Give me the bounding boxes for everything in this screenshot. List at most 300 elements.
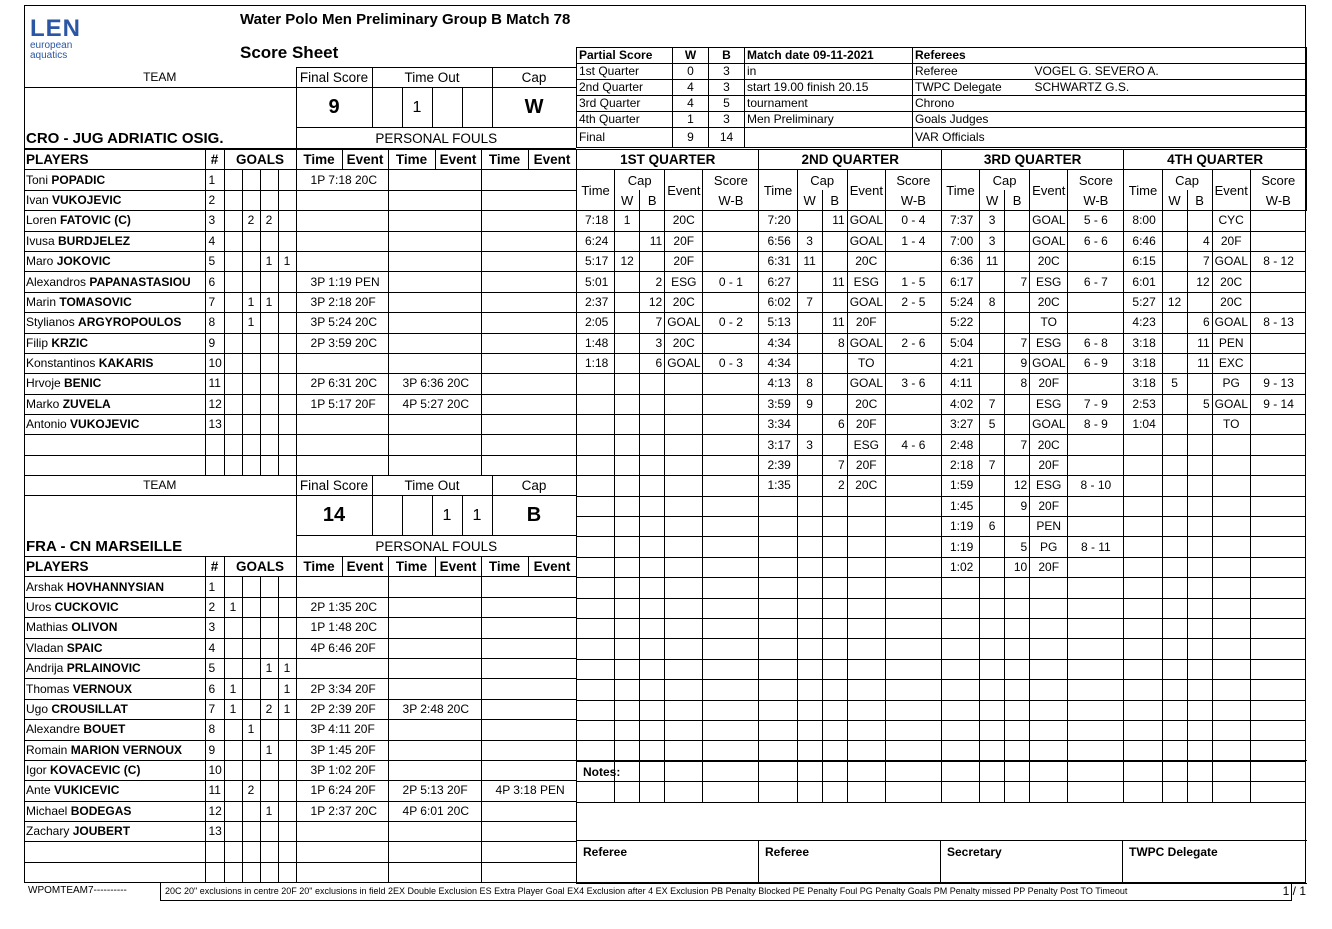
player-first-name: Ivusa [26, 233, 59, 248]
goal-cell [224, 801, 242, 821]
player-first-name: Loren [26, 213, 61, 228]
event-type [1212, 496, 1250, 516]
cap-w [797, 659, 822, 679]
team2-players-table [24, 556, 577, 883]
event-score [1068, 578, 1124, 598]
event-time: 7:18 [577, 211, 615, 231]
event-time [1124, 517, 1162, 537]
team1-header [24, 67, 577, 149]
goal-cell: 1 [260, 251, 278, 271]
player-row [24, 353, 576, 373]
player-number: 1 [205, 170, 224, 190]
team2-cap: B [492, 496, 576, 536]
cap-w [615, 700, 640, 720]
quarter-b: 3 [709, 64, 745, 80]
event-score [703, 292, 759, 312]
event-type [665, 496, 703, 516]
goal-cell [278, 170, 296, 190]
event-type [1212, 680, 1250, 700]
foul-cell [296, 842, 388, 862]
event-type: TO [847, 353, 885, 373]
player-name [24, 638, 205, 658]
foul-cell [388, 597, 481, 617]
foul-cell [481, 435, 576, 455]
time-header: Time [296, 150, 342, 170]
goal-cell [242, 801, 260, 821]
cap-b [640, 578, 665, 598]
goal-cell [278, 313, 296, 333]
player-last-name: JOUBERT [72, 824, 131, 839]
event-time [577, 557, 615, 577]
event-score: 4 - 6 [885, 435, 941, 455]
event-score [1068, 700, 1124, 720]
cap-b [1187, 517, 1212, 537]
player-last-name: ZUVELA [62, 396, 111, 411]
event-type [665, 741, 703, 761]
cap-b [640, 741, 665, 761]
player-last-name: TOMASOVIC [59, 294, 132, 309]
event-time [1124, 476, 1162, 496]
goal-cell [242, 333, 260, 353]
player-first-name: Ante [26, 783, 55, 798]
goal-cell [242, 272, 260, 292]
cap-b: 2 [822, 476, 847, 496]
event-type [665, 557, 703, 577]
cap-w [797, 496, 822, 516]
player-number: 9 [205, 333, 224, 353]
event-time [1124, 720, 1162, 740]
goal-cell [260, 353, 278, 373]
player-number [205, 455, 224, 475]
signature-referee-2: Referee [759, 841, 941, 884]
foul-cell: 3P 1:45 20F [296, 740, 388, 760]
event-time [577, 415, 615, 435]
player-first-name: Zachary [26, 824, 73, 839]
foul-cell [481, 760, 576, 780]
event-type: 20F [1030, 374, 1068, 394]
event-time: 2:53 [1124, 394, 1162, 414]
player-row [24, 374, 576, 394]
goal-cell: 2 [260, 699, 278, 719]
event-score: 3 - 6 [885, 374, 941, 394]
player-number: 9 [205, 740, 224, 760]
foul-cell [388, 251, 481, 271]
cap-b: 7 [1187, 251, 1212, 271]
event-score [1250, 272, 1306, 292]
cap-b [640, 598, 665, 618]
event-score [885, 741, 941, 761]
cap-b: 6 [640, 353, 665, 373]
quarters-table [576, 149, 1307, 803]
cap-b: 7 [822, 455, 847, 475]
event-type [665, 415, 703, 435]
goal-cell [242, 658, 260, 678]
event-type: 20C [1212, 292, 1250, 312]
goal-cell [224, 170, 242, 190]
event-type: ESG [1030, 272, 1068, 292]
goal-cell [260, 333, 278, 353]
player-name [24, 394, 205, 414]
goal-cell [278, 333, 296, 353]
event-header: Event [342, 557, 388, 577]
cap-b [822, 578, 847, 598]
time-header: Time [759, 170, 797, 211]
foul-cell: 1P 2:37 20C [296, 801, 388, 821]
event-time [1124, 680, 1162, 700]
event-time [941, 618, 979, 638]
event-type: 20C [1212, 272, 1250, 292]
event-row [577, 618, 1307, 638]
event-score: 9 - 14 [1250, 394, 1306, 414]
event-time: 5:01 [577, 272, 615, 292]
team2-final-score: 14 [296, 496, 372, 536]
cap-w-header: W [797, 190, 822, 210]
event-type: PEN [1212, 333, 1250, 353]
event-score [703, 476, 759, 496]
player-last-name: OLIVON [71, 620, 118, 635]
event-score [1068, 639, 1124, 659]
cap-w [615, 720, 640, 740]
event-score: 9 - 13 [1250, 374, 1306, 394]
event-type: 20C [1030, 292, 1068, 312]
event-score [1250, 700, 1306, 720]
cap-b: 8 [1005, 374, 1030, 394]
goal-cell [224, 251, 242, 271]
player-number: 10 [205, 760, 224, 780]
cap-b [1187, 659, 1212, 679]
event-type [665, 517, 703, 537]
foul-cell [481, 170, 576, 190]
cap-w: 3 [797, 435, 822, 455]
event-type [1212, 741, 1250, 761]
foul-cell [388, 577, 481, 597]
event-score [703, 639, 759, 659]
foul-cell [481, 822, 576, 842]
cap-label: Cap [492, 476, 576, 496]
goal-cell [260, 720, 278, 740]
foul-cell [481, 272, 576, 292]
event-time [577, 455, 615, 475]
foul-cell [481, 740, 576, 760]
event-row [577, 598, 1307, 618]
goal-cell [224, 862, 242, 882]
player-number: 10 [205, 353, 224, 373]
cap-b: 9 [1005, 353, 1030, 373]
quarter-title: 3RD QUARTER [941, 150, 1123, 170]
goal-cell: 1 [224, 679, 242, 699]
score-header: Score [885, 170, 941, 190]
event-row [577, 272, 1307, 292]
player-last-name: VUKICEVIC [54, 783, 120, 798]
foul-cell: 4P 6:46 20F [296, 638, 388, 658]
event-score [1068, 557, 1124, 577]
goal-cell [224, 455, 242, 475]
event-type: ESG [847, 435, 885, 455]
goal-cell [260, 679, 278, 699]
event-type [665, 659, 703, 679]
event-row [577, 251, 1307, 271]
foul-cell [481, 292, 576, 312]
cap-w [615, 517, 640, 537]
player-name [24, 455, 205, 475]
player-first-name: Hrvoje [26, 376, 65, 391]
cap-b [1187, 741, 1212, 761]
event-type: ESG [847, 272, 885, 292]
time-header: Time [481, 557, 528, 577]
cap-w [797, 272, 822, 292]
event-score [703, 700, 759, 720]
event-time [759, 557, 797, 577]
player-last-name: VUKOJEVIC [52, 192, 122, 207]
event-time [577, 374, 615, 394]
foul-cell [296, 822, 388, 842]
player-name [24, 313, 205, 333]
goal-cell [224, 781, 242, 801]
cap-w [1162, 251, 1187, 271]
event-time [759, 496, 797, 516]
twpc-label: TWPC Delegate [913, 80, 1033, 96]
event-time: 1:19 [941, 517, 979, 537]
event-header: Event [665, 170, 703, 211]
cap-w: 3 [980, 231, 1005, 251]
cap-b: 5 [1005, 537, 1030, 557]
goal-cell [242, 394, 260, 414]
cap-b [1005, 618, 1030, 638]
cap-b: 7 [1005, 435, 1030, 455]
event-time: 1:48 [577, 333, 615, 353]
event-time: 6:31 [759, 251, 797, 271]
foul-cell [481, 862, 576, 882]
player-first-name: Ugo [26, 701, 52, 716]
cap-b [1187, 639, 1212, 659]
cap-b: 7 [1005, 333, 1030, 353]
goal-cell [278, 822, 296, 842]
player-row [24, 740, 576, 760]
cap-b [1005, 415, 1030, 435]
goal-cell [260, 435, 278, 455]
event-row [577, 455, 1307, 475]
goal-cell [224, 231, 242, 251]
cap-w [615, 415, 640, 435]
goal-cell [242, 679, 260, 699]
event-time [759, 578, 797, 598]
signature-secretary: Secretary [941, 841, 1123, 884]
event-score [703, 435, 759, 455]
player-last-name: FATOVIC (C) [60, 213, 131, 228]
notes-signatures [576, 760, 1307, 884]
cap-b [1005, 659, 1030, 679]
event-time: 1:45 [941, 496, 979, 516]
event-type [1030, 598, 1068, 618]
event-score [1250, 618, 1306, 638]
goal-cell: 1 [260, 801, 278, 821]
cap-b [640, 618, 665, 638]
cap-b: 11 [640, 231, 665, 251]
player-row [24, 272, 576, 292]
cap-b [640, 496, 665, 516]
event-score [1250, 578, 1306, 598]
cap-w [980, 680, 1005, 700]
cap-b [640, 435, 665, 455]
cap-w [1162, 333, 1187, 353]
foul-cell [296, 415, 388, 435]
player-last-name: KRZIC [51, 335, 89, 350]
event-time: 2:05 [577, 313, 615, 333]
cap-w: 7 [980, 455, 1005, 475]
event-type [1212, 659, 1250, 679]
goal-cell: 1 [242, 292, 260, 312]
foul-cell [481, 597, 576, 617]
cap-w [980, 272, 1005, 292]
player-row [24, 618, 576, 638]
goal-cell [278, 720, 296, 740]
cap-b [640, 537, 665, 557]
timeout-cell [372, 496, 402, 536]
player-number: 12 [205, 801, 224, 821]
event-score [703, 333, 759, 353]
cap-b [1005, 313, 1030, 333]
goal-cell: 1 [224, 597, 242, 617]
event-score: 6 - 7 [1068, 272, 1124, 292]
event-score [1250, 720, 1306, 740]
foul-cell [481, 251, 576, 271]
goal-cell [278, 374, 296, 394]
num-header: # [205, 557, 224, 577]
event-time: 4:11 [941, 374, 979, 394]
cap-b: 8 [822, 333, 847, 353]
cap-b: 4 [1187, 231, 1212, 251]
cap-b [822, 720, 847, 740]
event-header: Event [528, 557, 576, 577]
event-time [577, 578, 615, 598]
event-time [941, 659, 979, 679]
cap-b [822, 659, 847, 679]
player-name [24, 658, 205, 678]
event-row [577, 394, 1307, 414]
time-header: Time [1124, 170, 1162, 211]
foul-cell [388, 333, 481, 353]
player-row [24, 170, 576, 190]
cap-w [980, 333, 1005, 353]
event-time: 5:22 [941, 313, 979, 333]
event-time [941, 639, 979, 659]
cap-w [615, 455, 640, 475]
referees-label: Referees [913, 48, 1033, 64]
foul-cell [388, 842, 481, 862]
event-score: 8 - 10 [1068, 476, 1124, 496]
quarter-b: 14 [709, 128, 745, 148]
event-score [885, 659, 941, 679]
cap-b [1187, 720, 1212, 740]
foul-cell [388, 822, 481, 842]
foul-cell: 1P 7:18 20C [296, 170, 388, 190]
event-type [847, 537, 885, 557]
cap-b [1187, 211, 1212, 231]
cap-b [640, 394, 665, 414]
cap-b: 11 [822, 272, 847, 292]
referee-names: VOGEL G. SEVERO A. [1033, 64, 1307, 80]
cap-w [615, 496, 640, 516]
goal-cell: 1 [278, 658, 296, 678]
player-first-name: Mathias [26, 620, 72, 635]
player-first-name: Andrija [26, 661, 67, 676]
player-name [24, 577, 205, 597]
cap-header: Cap [615, 170, 665, 190]
goal-cell [278, 577, 296, 597]
player-name [24, 170, 205, 190]
match-date: Match date 09-11-2021 [745, 48, 913, 64]
quarter-b: 5 [709, 96, 745, 112]
event-time: 5:17 [577, 251, 615, 271]
player-name [24, 415, 205, 435]
partial-score-label: Partial Score [577, 48, 673, 64]
event-time: 5:27 [1124, 292, 1162, 312]
cap-b [822, 353, 847, 373]
event-time [577, 435, 615, 455]
event-type [665, 455, 703, 475]
cap-w [615, 476, 640, 496]
player-first-name: Alexandros [26, 274, 90, 289]
player-last-name: BODEGAS [70, 803, 132, 818]
foul-cell [296, 231, 388, 251]
event-score [703, 374, 759, 394]
cap-b: 9 [1005, 496, 1030, 516]
cap-w: 11 [797, 251, 822, 271]
goal-cell [260, 231, 278, 251]
event-time: 6:17 [941, 272, 979, 292]
cap-b: 7 [640, 313, 665, 333]
len-logo [30, 15, 100, 61]
goal-cell: 1 [278, 699, 296, 719]
event-row [577, 313, 1307, 333]
cap-b [822, 537, 847, 557]
cap-w [615, 741, 640, 761]
foul-cell [388, 272, 481, 292]
cap-w-header: W [980, 190, 1005, 210]
goal-cell [242, 597, 260, 617]
cap-w [980, 557, 1005, 577]
cap-w [1162, 639, 1187, 659]
event-type: 20C [665, 333, 703, 353]
event-row [577, 415, 1307, 435]
cap-w [1162, 211, 1187, 231]
foul-cell [388, 435, 481, 455]
score-wb-header: W-B [885, 190, 941, 210]
player-first-name: Ivan [26, 192, 53, 207]
goal-cell [278, 740, 296, 760]
twpc-name: SCHWARTZ G.S. [1033, 80, 1307, 96]
event-time [1124, 618, 1162, 638]
cap-w [1162, 455, 1187, 475]
event-type [1212, 537, 1250, 557]
timeout-cell [432, 88, 462, 128]
player-name [24, 353, 205, 373]
cap-b [1005, 578, 1030, 598]
player-name [24, 801, 205, 821]
quarter-title: 1ST QUARTER [577, 150, 759, 170]
event-type: GOAL [847, 333, 885, 353]
logo-sub2: aquatics [30, 50, 68, 61]
goal-cell: 1 [260, 658, 278, 678]
num-header: # [205, 150, 224, 170]
goal-cell [260, 760, 278, 780]
cap-w [1162, 741, 1187, 761]
event-time: 3:17 [759, 435, 797, 455]
event-score [1250, 435, 1306, 455]
event-time: 5:04 [941, 333, 979, 353]
event-score [1068, 292, 1124, 312]
final-score-label: Final Score [296, 476, 372, 496]
